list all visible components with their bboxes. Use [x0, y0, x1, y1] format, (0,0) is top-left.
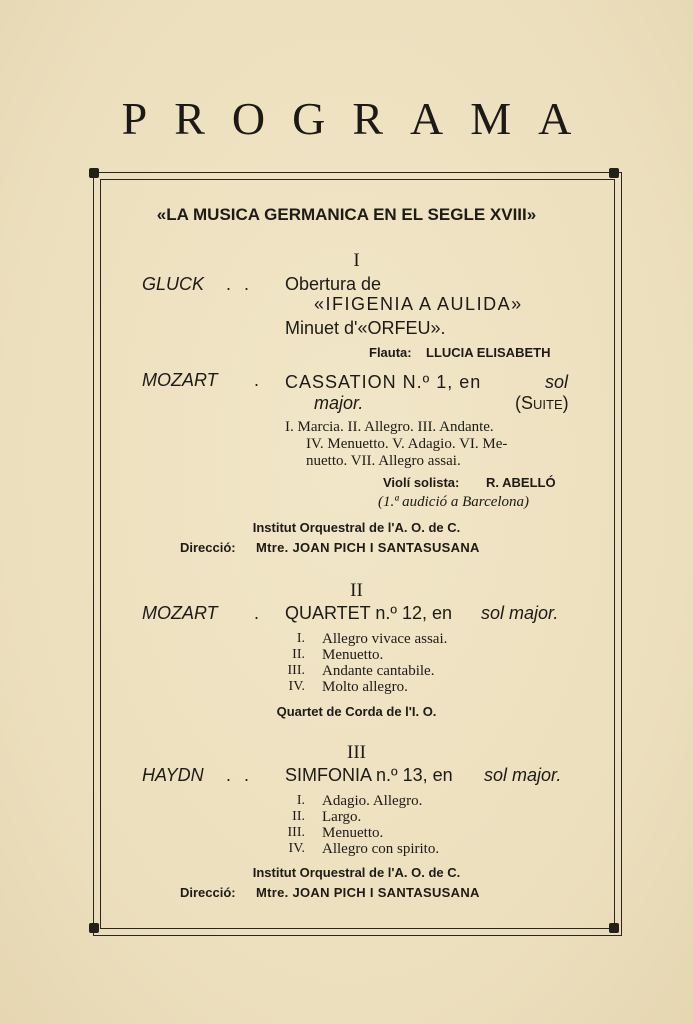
frame-corner-ornament [89, 923, 99, 933]
movement-name: Allegro con spirito. [322, 841, 440, 857]
movement-number: I. [296, 793, 305, 808]
movement-name: Allegro vivace assai. [322, 631, 448, 647]
conductor-label: Direcció: [180, 885, 236, 900]
performer-label: Flauta: [369, 345, 412, 360]
work-title: Obertura de [285, 274, 382, 294]
performer-name: LLUCIA ELISABETH [426, 345, 551, 360]
movement-name: Menuetto. [322, 825, 384, 841]
leader-dots: . [254, 603, 260, 623]
leader-dots: . [254, 370, 260, 390]
work-suite: (Suite) [515, 393, 569, 413]
program-subtitle: «LA MUSICA GERMANICA EN EL SEGLE XVIII» [156, 205, 537, 224]
work-key: major. [314, 393, 364, 413]
movement-number: II. [292, 647, 305, 662]
movement-number: III. [287, 663, 305, 678]
frame-corner-ornament [609, 923, 619, 933]
movement-name: Adagio. Allegro. [322, 793, 423, 809]
movement-name: Molto allegro. [322, 679, 408, 695]
composer-name: HAYDN [142, 765, 204, 785]
part-numeral: III [347, 742, 366, 763]
frame-corner-ornament [609, 168, 619, 178]
soloist-name: R. ABELLÓ [486, 475, 556, 490]
frame-corner-ornament [89, 168, 99, 178]
work-key: sol major. [481, 603, 559, 623]
leader-dots: . . [226, 765, 254, 785]
movement-list: nuetto. VII. Allegro assai. [306, 453, 461, 469]
part-numeral: I [353, 250, 360, 271]
ensemble-name: Institut Orquestral de l'A. O. de C. [252, 520, 461, 535]
movement-list: IV. Menuetto. V. Adagio. VI. Me- [306, 436, 508, 452]
conductor-name: Mtre. JOAN PICH I SANTASUSANA [256, 885, 480, 900]
work-title: SIMFONIA n.º 13, en [285, 765, 453, 785]
part-numeral: II [350, 580, 363, 601]
work-key: sol [545, 372, 569, 392]
movement-number: III. [287, 825, 305, 840]
ensemble-name: Institut Orquestral de l'A. O. de C. [252, 865, 461, 880]
movement-list: I. Marcia. II. Allegro. III. Andante. [285, 419, 494, 435]
ensemble-name: Quartet de Corda de l'I. O. [276, 704, 437, 719]
conductor-label: Direcció: [180, 540, 236, 555]
leader-dots: . . [226, 274, 254, 294]
page-title: PROGRAMA [121, 93, 599, 144]
composer-name: MOZART [142, 603, 218, 623]
composer-name: MOZART [142, 370, 218, 390]
movement-number: II. [292, 809, 305, 824]
movement-name: Menuetto. [322, 647, 384, 663]
work-key: sol major. [484, 765, 562, 785]
composer-name: GLUCK [142, 274, 205, 294]
movement-name: Andante cantabile. [322, 663, 435, 679]
premiere-note: (1.ª audició a Barcelona) [378, 494, 530, 510]
movement-name: Largo. [322, 809, 362, 825]
work-title: Minuet d'«ORFEU». [285, 318, 446, 338]
work-title: CASSATION N.º 1, en [285, 372, 482, 392]
work-title: «IFIGENIA A AULIDA» [314, 294, 523, 314]
soloist-label: Violí solista: [383, 475, 460, 490]
movement-number: I. [296, 631, 305, 646]
work-title: QUARTET n.º 12, en [285, 603, 452, 623]
conductor-name: Mtre. JOAN PICH I SANTASUSANA [256, 540, 480, 555]
movement-number: IV. [288, 841, 305, 856]
movement-number: IV. [288, 679, 305, 694]
